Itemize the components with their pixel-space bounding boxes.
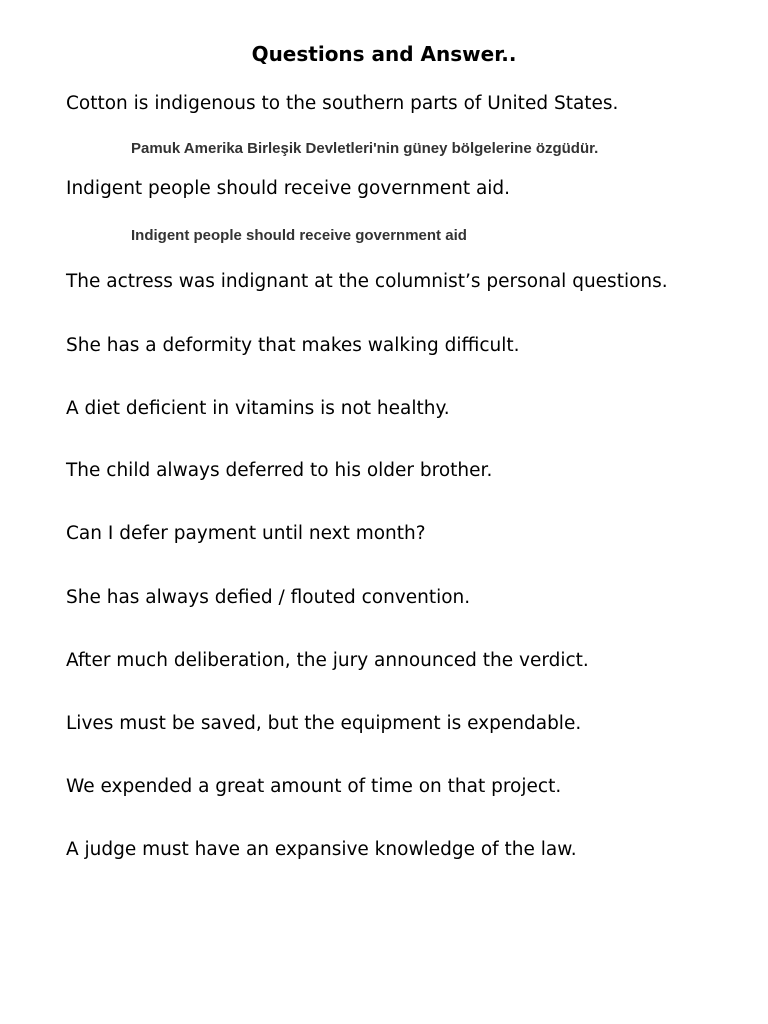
sentence-line: Indigent people should receive government aid. xyxy=(66,178,511,199)
sentence-line: After much deliberation, the jury announced the verdict. xyxy=(66,650,589,671)
sentence-line: A diet deficient in vitamins is not healthy. xyxy=(66,398,450,419)
translation-line: Pamuk Amerika Birleşik Devletleri'nin güney bölgelerine özgüdür. xyxy=(131,140,599,157)
document-title: Questions and Answer.. xyxy=(251,42,517,66)
translation-line: Indigent people should receive government aid xyxy=(131,227,467,244)
sentence-line: Can I defer payment until next month? xyxy=(66,523,426,544)
sentence-line: We expended a great amount of time on that project. xyxy=(66,776,562,797)
sentence-line: Lives must be saved, but the equipment is expendable. xyxy=(66,713,582,734)
sentence-line: The child always deferred to his older brother. xyxy=(66,460,493,481)
sentence-line: She has a deformity that makes walking difficult. xyxy=(66,335,520,356)
sentence-line: The actress was indignant at the columnist’s personal questions. xyxy=(66,271,668,292)
sentence-line: A judge must have an expansive knowledge of the law. xyxy=(66,839,577,860)
sentence-line: Cotton is indigenous to the southern parts of United States. xyxy=(66,93,619,114)
sentence-line: She has always defied / flouted convention. xyxy=(66,587,471,608)
